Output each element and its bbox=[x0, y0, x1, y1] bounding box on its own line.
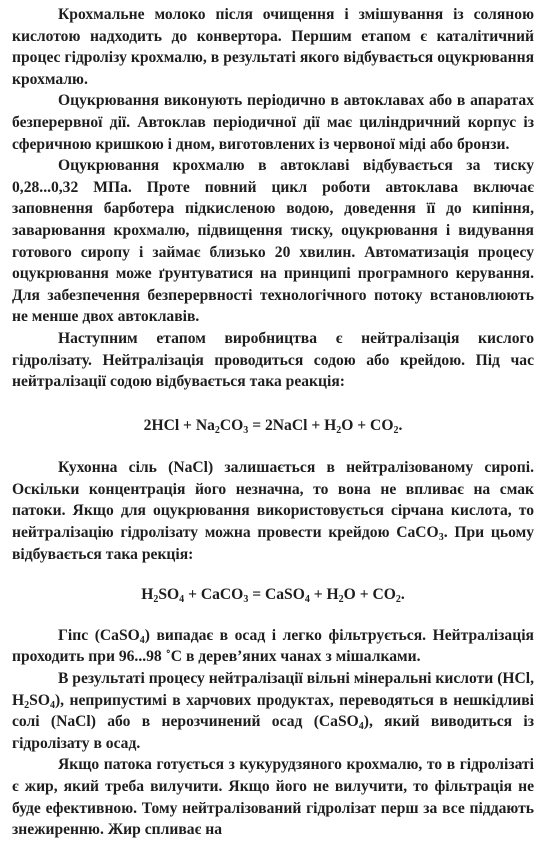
formula-part: H bbox=[141, 586, 154, 604]
formula-subscript: 2 bbox=[338, 594, 344, 606]
paragraph-1: Крохмальне молоко після очищення і змішування із соляною кислотою надходить до конвертора. Першим етапом є каталітичний процес гідролізу крохмалю, в результаті якого відбувається оцукрювання крохмалю. bbox=[12, 6, 534, 88]
formula-part: SO bbox=[158, 586, 180, 604]
formula-part: + CaCO bbox=[184, 586, 244, 604]
paragraph-text: В результаті процесу нейтралізації вільні мінеральні кислоти (HCl, H bbox=[12, 670, 535, 709]
paragraph-text: SO bbox=[29, 691, 50, 709]
formula-part: O + CO bbox=[343, 586, 396, 604]
paragraph-text: Кухонна сіль (NaCl) залишається в нейтралізованому сиропі. Оскільки концентрація його незначна, то вона не впливає на смак патоки. Якщо для оцукрювання використовується сірчана кислота, то нейтралізацію гідролізату можна провести крейдою CaCO bbox=[12, 459, 534, 542]
paragraph-4: Наступним етапом виробництва є нейтралізація кислого гідролізату. Нейтралізація проводиться содою або крейдою. Під час нейтралізації содою відбувається така реакція: bbox=[12, 329, 534, 391]
paragraph-6 bbox=[12, 625, 534, 668]
formula-part: CO bbox=[219, 416, 244, 434]
paragraph-text: ), який виводиться із гідролізату в осад. bbox=[12, 713, 535, 752]
formula-subscript: 3 bbox=[243, 594, 249, 606]
paragraph-text: ), неприпустимі в харчових продуктах, переводяться в нешкідливі солі (NaCl) або в нерозчинений осад (CaSO bbox=[12, 691, 534, 731]
formula-subscript: 2 bbox=[24, 699, 30, 711]
reaction-formula-chalk bbox=[12, 584, 534, 606]
paragraph-5 bbox=[12, 457, 534, 565]
paragraph-text: . При цьому відбувається така рекція: bbox=[12, 524, 535, 563]
paragraph-3: Оцукрювання крохмалю в автоклаві відбувається за тиску 0,28...0,32 МПа. Проте повний цикл роботи автоклава включає заповнення барботера підкисленою водою, доведення її до кипіння, заварювання крохмалю, підвищення тиску, оцукрювання і видування готового сиропу і займає близько 20 хвилин. Автоматизація процесу оцукрювання може ґрунтуватися на принципі програмного керування. Для забезпечення безперервності технологічного потоку встановлюють не менше двох автоклавів. bbox=[12, 157, 534, 326]
formula-part: = CaSO bbox=[248, 586, 305, 604]
paragraph-text: Гіпс (CaSO bbox=[58, 626, 140, 644]
formula-part: . bbox=[398, 416, 403, 434]
paragraph-2: Оцукрювання виконують періодично в автоклавах або в апаратах безперервної дії. Автоклав періодичної дії має циліндричний корпус із сферичною кришкою і дном, виготовлених із червоної міді або бронзи. bbox=[12, 92, 534, 153]
formula-subscript: 3 bbox=[243, 424, 249, 436]
formula-part: O + CO bbox=[341, 416, 394, 434]
formula-subscript: 3 bbox=[438, 532, 444, 544]
formula-subscript: 2 bbox=[393, 424, 399, 436]
formula-subscript: 2 bbox=[153, 594, 159, 606]
formula-subscript: 4 bbox=[358, 721, 364, 733]
formula-subscript: 4 bbox=[304, 594, 310, 606]
formula-subscript: 4 bbox=[179, 594, 185, 606]
reaction-formula-soda bbox=[12, 415, 534, 437]
paragraph-8: Якщо патока готується з кукурудзяного крохмалю, то в гідролізаті є жир, який треба вилучити. Якщо його не вилучити, то фільтрація не буде ефективною. Тому нейтралізований гідролізат перш за все піддають знежиренню. Жир спливає на bbox=[12, 756, 534, 839]
formula-part: 2HCl + Na bbox=[143, 416, 215, 434]
formula-subscript: 4 bbox=[49, 699, 55, 711]
paragraph-text: ) випадає в осад і легко фільтрується. Нейтралізація проходить при 96...98 ˚С в дерев’яних чанах з мішалками. bbox=[12, 626, 534, 666]
formula-subscript: 4 bbox=[139, 634, 145, 646]
paragraph-7 bbox=[12, 668, 534, 754]
formula-subscript: 2 bbox=[395, 594, 401, 606]
formula-subscript: 2 bbox=[336, 424, 342, 436]
formula-part: . bbox=[400, 586, 405, 604]
formula-part: + H bbox=[309, 586, 339, 604]
document-page bbox=[12, 4, 534, 841]
formula-subscript: 2 bbox=[214, 424, 220, 436]
formula-part: = 2NaCl + H bbox=[248, 416, 337, 434]
